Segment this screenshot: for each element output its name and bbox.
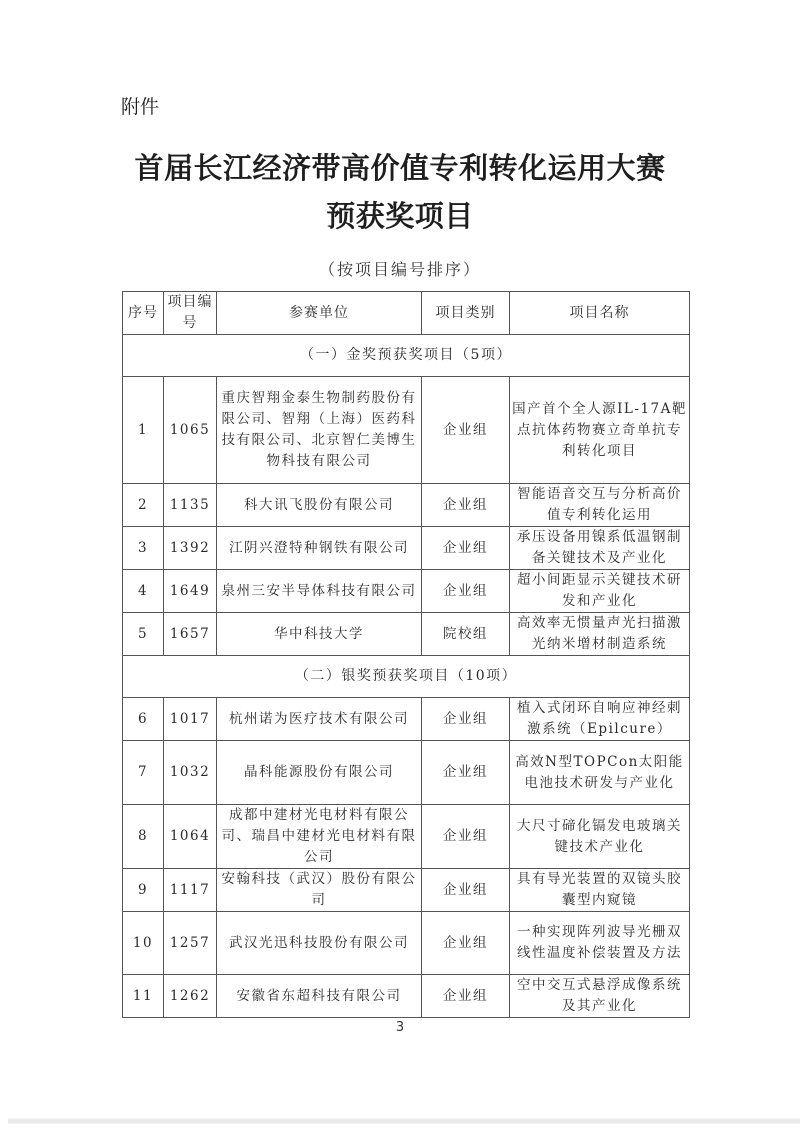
cell-category: 院校组 xyxy=(422,613,510,656)
page-title: 首届长江经济带高价值专利转化运用大赛 xyxy=(134,151,666,185)
cell-unit: 科大讯飞股份有限公司 xyxy=(217,484,422,527)
table-row xyxy=(123,912,690,975)
cell-seq: 10 xyxy=(123,912,164,975)
cell-seq: 6 xyxy=(123,698,164,741)
cell-project-no: 1649 xyxy=(164,570,217,613)
table-row xyxy=(123,975,690,1018)
cell-project-no: 1135 xyxy=(164,484,217,527)
cell-unit: 武汉光迅科技股份有限公司 xyxy=(217,912,422,975)
cell-category: 企业组 xyxy=(422,570,510,613)
header-category: 项目类别 xyxy=(422,292,510,335)
page-edge-divider xyxy=(8,1118,800,1124)
cell-seq: 8 xyxy=(123,805,164,869)
table-row xyxy=(123,805,690,869)
cell-name: 具有导光装置的双镜头胶囊型内窥镜 xyxy=(510,869,690,912)
cell-project-no: 1257 xyxy=(164,912,217,975)
table-row xyxy=(123,377,690,484)
table-row xyxy=(123,527,690,570)
cell-seq: 7 xyxy=(123,741,164,805)
cell-category: 企业组 xyxy=(422,484,510,527)
cell-name: 高效N型TOPCon太阳能电池技术研发与产业化 xyxy=(510,741,690,805)
award-table xyxy=(122,291,690,1018)
cell-name: 承压设备用镍系低温钢制备关键技术及产业化 xyxy=(510,527,690,570)
cell-name: 高效率无惯量声光扫描激光纳米增材制造系统 xyxy=(510,613,690,656)
cell-seq: 1 xyxy=(123,377,164,484)
cell-seq: 3 xyxy=(123,527,164,570)
header-seq: 序号 xyxy=(123,292,164,335)
section-title: （一）金奖预获奖项目（5项） xyxy=(123,335,690,377)
cell-project-no: 1017 xyxy=(164,698,217,741)
cell-name: 空中交互式悬浮成像系统及其产业化 xyxy=(510,975,690,1018)
cell-seq: 5 xyxy=(123,613,164,656)
cell-project-no: 1032 xyxy=(164,741,217,805)
header-project-no: 项目编号 xyxy=(164,292,217,335)
cell-unit: 泉州三安半导体科技有限公司 xyxy=(217,570,422,613)
cell-seq: 4 xyxy=(123,570,164,613)
cell-unit: 安徽省东超科技有限公司 xyxy=(217,975,422,1018)
cell-seq: 2 xyxy=(123,484,164,527)
cell-unit: 江阴兴澄特种钢铁有限公司 xyxy=(217,527,422,570)
cell-category: 企业组 xyxy=(422,741,510,805)
cell-category: 企业组 xyxy=(422,698,510,741)
cell-unit: 杭州诺为医疗技术有限公司 xyxy=(217,698,422,741)
cell-name: 超小间距显示关键技术研发和产业化 xyxy=(510,570,690,613)
cell-unit: 安翰科技（武汉）股份有限公司 xyxy=(217,869,422,912)
page-number: 3 xyxy=(395,1020,405,1035)
table-row xyxy=(123,570,690,613)
cell-unit: 重庆智翔金泰生物制药股份有限公司、智翔（上海）医药科技有限公司、北京智仁美博生物科技有限公司 xyxy=(217,377,422,484)
cell-name: 智能语音交互与分析高价值专利转化运用 xyxy=(510,484,690,527)
page-title-line2: 预获奖项目 xyxy=(326,199,474,233)
header-unit: 参赛单位 xyxy=(217,292,422,335)
cell-category: 企业组 xyxy=(422,975,510,1018)
table-header-row xyxy=(123,292,690,335)
cell-name: 国产首个全人源IL-17A靶点抗体药物赛立奇单抗专利转化项目 xyxy=(510,377,690,484)
cell-category: 企业组 xyxy=(422,912,510,975)
attachment-label: 附件 xyxy=(121,96,160,118)
cell-seq: 11 xyxy=(123,975,164,1018)
header-name: 项目名称 xyxy=(510,292,690,335)
cell-project-no: 1065 xyxy=(164,377,217,484)
cell-name: 一种实现阵列波导光栅双线性温度补偿装置及方法 xyxy=(510,912,690,975)
cell-unit: 华中科技大学 xyxy=(217,613,422,656)
table-row xyxy=(123,869,690,912)
section-header-silver xyxy=(123,656,690,698)
cell-project-no: 1392 xyxy=(164,527,217,570)
cell-category: 企业组 xyxy=(422,805,510,869)
cell-seq: 9 xyxy=(123,869,164,912)
section-title: （二）银奖预获奖项目（10项） xyxy=(123,656,690,698)
table-row xyxy=(123,698,690,741)
sort-note: （按项目编号排序） xyxy=(318,260,481,279)
cell-unit: 晶科能源股份有限公司 xyxy=(217,741,422,805)
cell-name: 植入式闭环自响应神经刺激系统（Epilcure） xyxy=(510,698,690,741)
cell-unit: 成都中建材光电材料有限公司、瑞昌中建材光电材料有限公司 xyxy=(217,805,422,869)
cell-project-no: 1262 xyxy=(164,975,217,1018)
cell-category: 企业组 xyxy=(422,527,510,570)
cell-project-no: 1117 xyxy=(164,869,217,912)
cell-project-no: 1064 xyxy=(164,805,217,869)
cell-name: 大尺寸碲化镉发电玻璃关键技术产业化 xyxy=(510,805,690,869)
cell-category: 企业组 xyxy=(422,869,510,912)
section-header-gold xyxy=(123,335,690,377)
cell-project-no: 1657 xyxy=(164,613,217,656)
table-row xyxy=(123,741,690,805)
cell-category: 企业组 xyxy=(422,377,510,484)
table-row xyxy=(123,484,690,527)
table-row xyxy=(123,613,690,656)
